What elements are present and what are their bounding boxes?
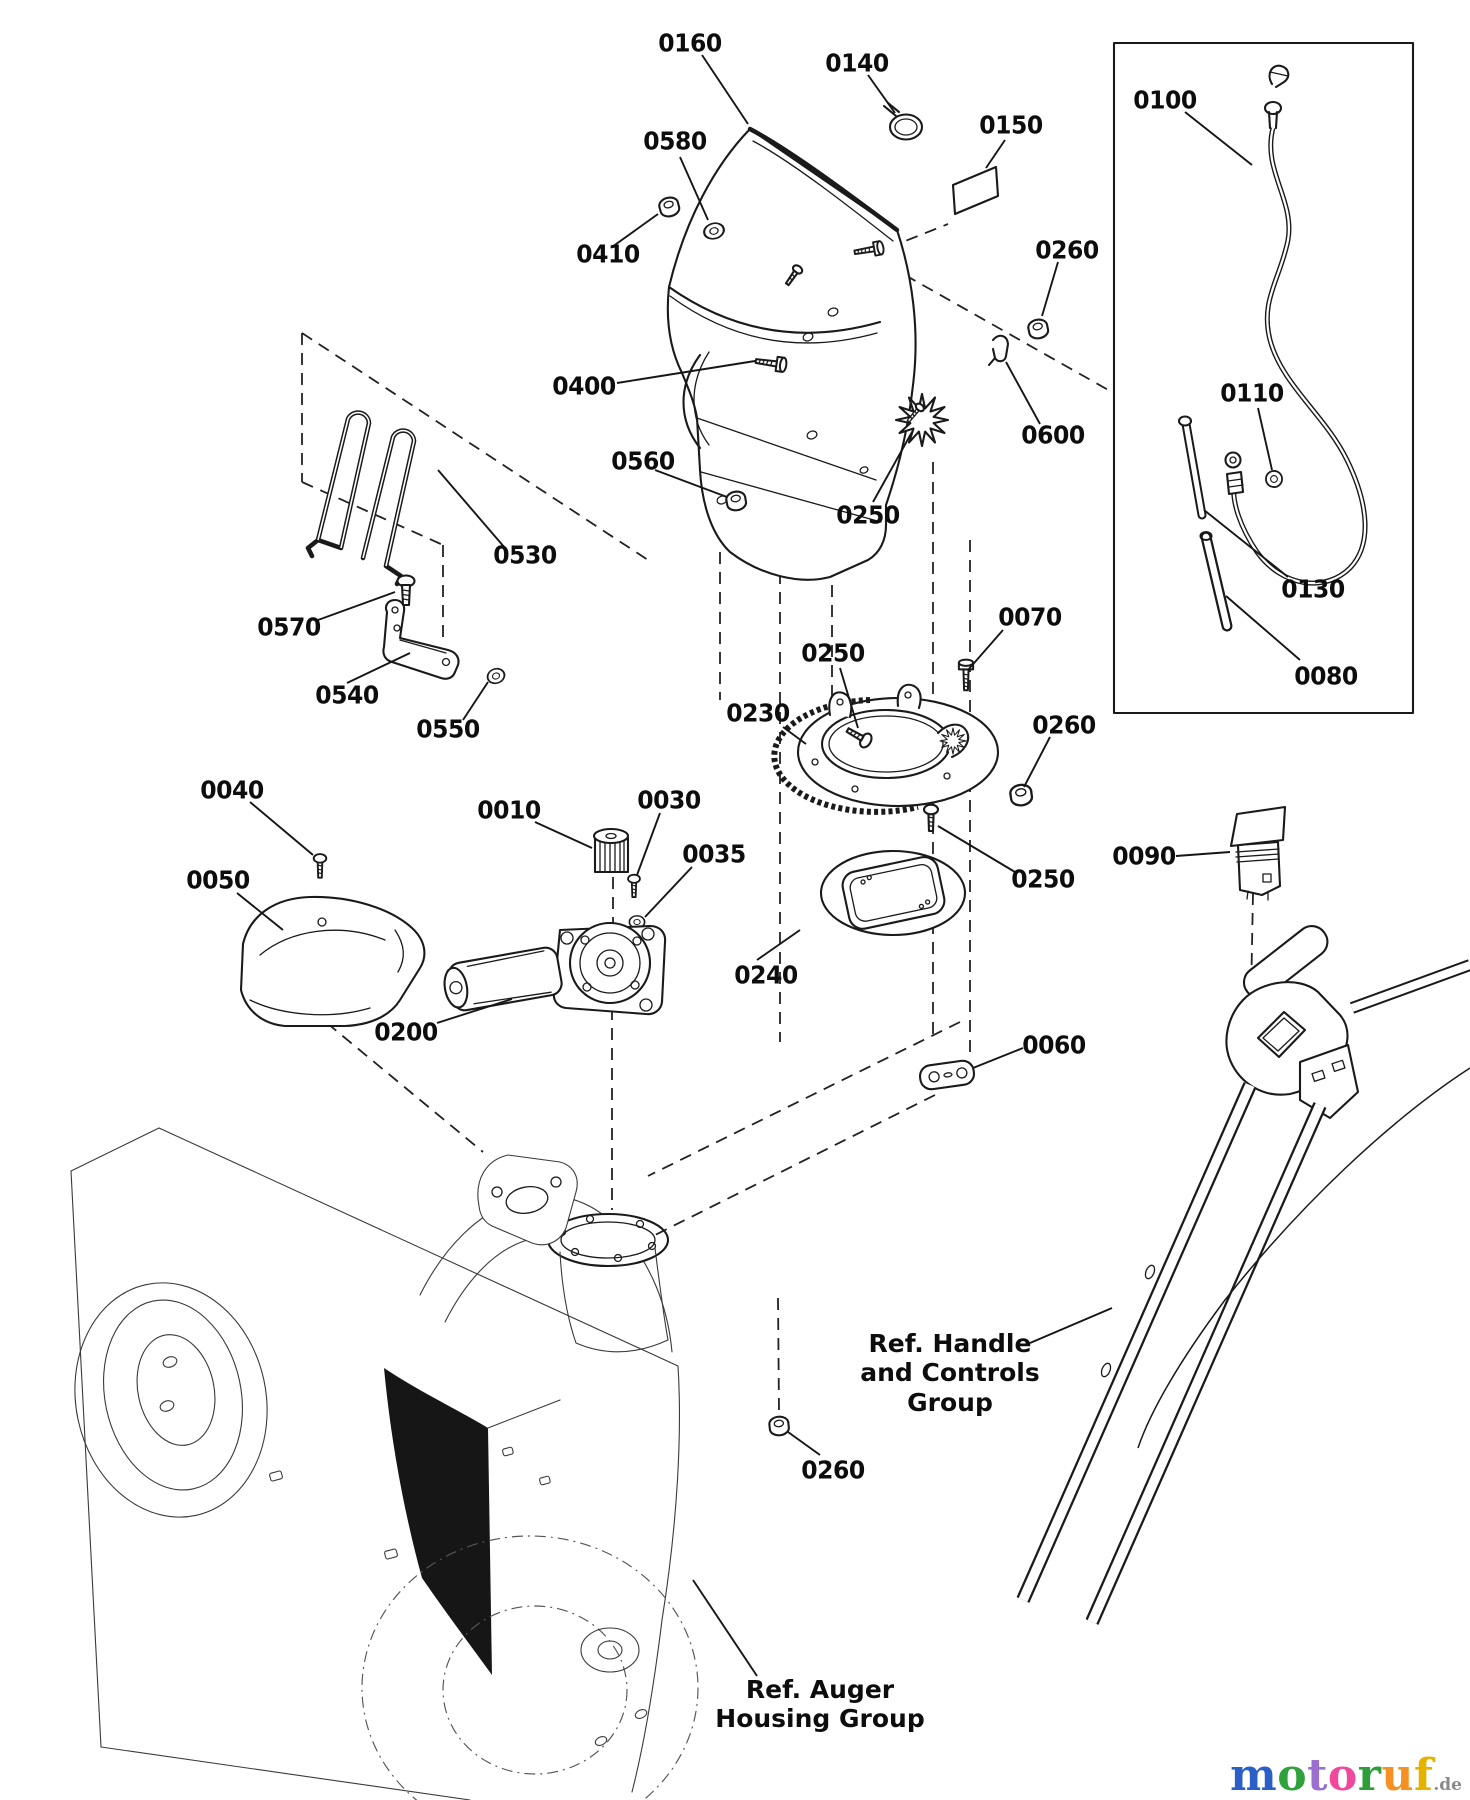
watermark-logo xyxy=(1230,1750,1462,1800)
part-label-0160-0: 0160 xyxy=(658,28,722,58)
ref-label-1: Ref. Auger Housing Group xyxy=(715,1674,925,1733)
part-label-0540-16: 0540 xyxy=(315,680,379,710)
part-label-0010-23: 0010 xyxy=(477,795,541,825)
part-label-0250-19: 0250 xyxy=(801,638,865,668)
part-label-0110-8: 0110 xyxy=(1220,378,1284,408)
part-label-0100-3: 0100 xyxy=(1133,85,1197,115)
part-label-0130-14: 0130 xyxy=(1281,574,1345,604)
motor xyxy=(441,923,665,1014)
part-label-0400-7: 0400 xyxy=(552,371,616,401)
part-label-0140-1: 0140 xyxy=(825,48,889,78)
part-label-0250-28: 0250 xyxy=(1011,864,1075,894)
chute-motor-group xyxy=(241,829,665,1026)
part-label-0240-29: 0240 xyxy=(734,960,798,990)
part-label-0260-21: 0260 xyxy=(1032,710,1096,740)
pinion-gear xyxy=(594,829,628,872)
watermark-letter: r xyxy=(1357,1750,1382,1800)
part-label-0550-18: 0550 xyxy=(416,714,480,744)
part-label-0090-26: 0090 xyxy=(1112,841,1176,871)
part-label-0030-24: 0030 xyxy=(637,785,701,815)
part-label-0035-25: 0035 xyxy=(682,839,746,869)
chute-assembly xyxy=(668,129,948,580)
part-label-0150-2: 0150 xyxy=(979,110,1043,140)
part-label-0580-4: 0580 xyxy=(643,126,707,156)
watermark-letter: m xyxy=(1230,1750,1278,1800)
part-label-0570-15: 0570 xyxy=(257,612,321,642)
part-label-0600-9: 0600 xyxy=(1021,420,1085,450)
chute-switch xyxy=(1231,807,1285,900)
part-label-0230-20: 0230 xyxy=(726,698,790,728)
part-label-0410-5: 0410 xyxy=(576,239,640,269)
watermark-letter: t xyxy=(1307,1750,1328,1800)
part-label-0080-17: 0080 xyxy=(1294,661,1358,691)
part-label-0040-22: 0040 xyxy=(200,775,264,805)
chute-rotation-ring-group xyxy=(774,660,1033,1091)
part-label-0050-27: 0050 xyxy=(186,865,250,895)
watermark-word xyxy=(1230,1750,1433,1800)
part-label-0070-13: 0070 xyxy=(998,602,1062,632)
part-label-0060-31: 0060 xyxy=(1022,1030,1086,1060)
part-label-0560-10: 0560 xyxy=(611,446,675,476)
ref-label-0: Ref. Handle and Controls Group xyxy=(860,1329,1040,1417)
spring-clip xyxy=(308,413,414,584)
part-label-0260-6: 0260 xyxy=(1035,235,1099,265)
watermark-suffix: .de xyxy=(1433,1775,1462,1795)
deflector-spring-group xyxy=(308,413,506,686)
auger-housing-group xyxy=(54,1128,698,1800)
watermark-letter: u xyxy=(1381,1750,1414,1800)
part-label-0260-32: 0260 xyxy=(801,1455,865,1485)
watermark-letter: o xyxy=(1277,1750,1308,1800)
watermark-letter: o xyxy=(1327,1750,1358,1800)
watermark-letter: f xyxy=(1413,1750,1434,1800)
part-label-0250-11: 0250 xyxy=(836,500,900,530)
part-label-0530-12: 0530 xyxy=(493,540,557,570)
part-label-0200-30: 0200 xyxy=(374,1017,438,1047)
